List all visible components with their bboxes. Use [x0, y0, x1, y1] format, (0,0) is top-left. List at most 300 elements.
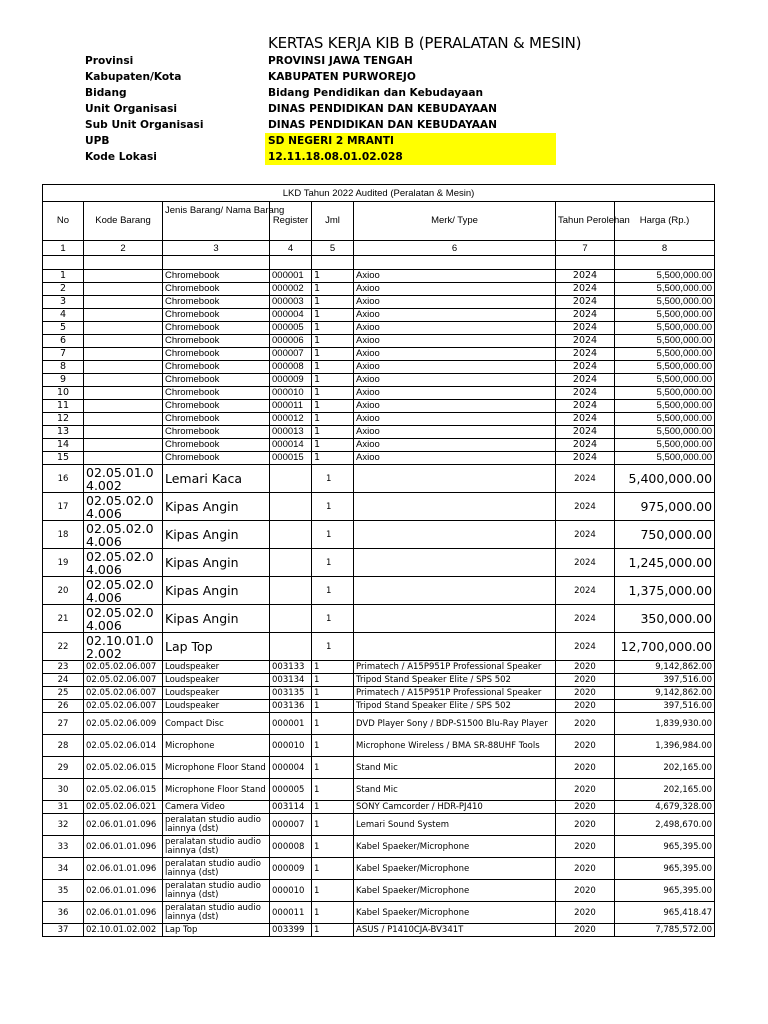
cell-jml: 1: [312, 283, 354, 296]
table-row: [43, 270, 715, 283]
cell-kode-barang: [84, 322, 163, 335]
cell-kode-barang: 02.06.01.01.096: [84, 814, 163, 836]
cell-kode-barang: [84, 426, 163, 439]
header-jenis-barang: Jenis Barang/ Nama Barang: [163, 202, 270, 241]
cell-merk-type: Kabel Spaeker/Microphone: [354, 902, 556, 924]
cell-kode-barang: [84, 452, 163, 465]
cell-register: 000003: [270, 296, 312, 309]
table-row: [43, 633, 715, 661]
cell-jml: 1: [312, 309, 354, 322]
cell-harga: 1,839,930.00: [615, 713, 715, 735]
cell-jenis-barang: Chromebook: [163, 413, 270, 426]
cell-jml: 1: [312, 296, 354, 309]
cell-no: 3: [43, 296, 84, 309]
cell-tahun: 2024: [556, 361, 615, 374]
col-number: 8: [615, 241, 715, 256]
cell-kode-barang: [84, 387, 163, 400]
table-row: [43, 283, 715, 296]
blank-row: [43, 256, 715, 270]
cell-register: 000010: [270, 387, 312, 400]
cell-jenis-barang: Chromebook: [163, 374, 270, 387]
cell-jenis-barang: Chromebook: [163, 400, 270, 413]
table-row: [43, 549, 715, 577]
cell-kode-barang: 02.05.02.06.007: [84, 687, 163, 700]
cell-no: 8: [43, 361, 84, 374]
cell-register: 000015: [270, 452, 312, 465]
cell-tahun: 2024: [556, 296, 615, 309]
cell-tahun: 2024: [556, 605, 615, 633]
cell-harga: 965,395.00: [615, 880, 715, 902]
cell-jenis-barang: Chromebook: [163, 322, 270, 335]
cell-merk-type: Stand Mic: [354, 757, 556, 779]
cell-jenis-barang: Kipas Angin: [163, 493, 270, 521]
cell-jml: 1: [312, 924, 354, 937]
header-register: Register: [270, 202, 312, 241]
meta-row: [0, 101, 768, 117]
meta-value: KABUPATEN PURWOREJO: [268, 71, 416, 83]
cell-merk-type: Axioo: [354, 413, 556, 426]
cell-no: 4: [43, 309, 84, 322]
cell-jml: 1: [312, 674, 354, 687]
cell-kode-barang: 02.05.02.06.015: [84, 779, 163, 801]
cell-no: 21: [43, 605, 84, 633]
cell-harga: 1,245,000.00: [615, 549, 715, 577]
cell-jml: 1: [312, 439, 354, 452]
cell-jenis-barang: Lap Top: [163, 633, 270, 661]
cell-register: 000004: [270, 309, 312, 322]
cell-register: 000007: [270, 348, 312, 361]
table-row: [43, 577, 715, 605]
cell-kode-barang: 02.06.01.01.096: [84, 858, 163, 880]
cell-harga: 12,700,000.00: [615, 633, 715, 661]
header-no: No: [43, 202, 84, 241]
cell-jenis-barang: Chromebook: [163, 348, 270, 361]
cell-no: 30: [43, 779, 84, 801]
table-row: [43, 465, 715, 493]
cell-kode-barang: 02.06.01.01.096: [84, 880, 163, 902]
cell-harga: 965,395.00: [615, 836, 715, 858]
cell-harga: 1,396,984.00: [615, 735, 715, 757]
cell-no: 5: [43, 322, 84, 335]
cell-register: 000005: [270, 779, 312, 801]
cell-jenis-barang: peralatan studio audio lainnya (dst): [163, 902, 270, 924]
col-number: 4: [270, 241, 312, 256]
cell-jenis-barang: Lap Top: [163, 924, 270, 937]
table-row: [43, 779, 715, 801]
cell-tahun: 2024: [556, 322, 615, 335]
cell-harga: 5,500,000.00: [615, 309, 715, 322]
cell-tahun: 2024: [556, 521, 615, 549]
cell-kode-barang: 02.05.02.06.014: [84, 735, 163, 757]
cell-register: 003114: [270, 801, 312, 814]
cell-merk-type: Axioo: [354, 283, 556, 296]
cell-register: 000001: [270, 270, 312, 283]
cell-merk-type: Axioo: [354, 322, 556, 335]
cell-harga: 975,000.00: [615, 493, 715, 521]
table-row: [43, 836, 715, 858]
cell-tahun: 2024: [556, 335, 615, 348]
cell-jml: 1: [312, 687, 354, 700]
cell-merk-type: [354, 633, 556, 661]
cell-jenis-barang: Chromebook: [163, 335, 270, 348]
cell-register: 003136: [270, 700, 312, 713]
table-row: [43, 858, 715, 880]
cell-kode-barang: 02.10.01.02.002: [84, 633, 163, 661]
cell-no: 28: [43, 735, 84, 757]
cell-no: 1: [43, 270, 84, 283]
cell-harga: 202,165.00: [615, 779, 715, 801]
cell-merk-type: [354, 605, 556, 633]
cell-register: 000011: [270, 400, 312, 413]
meta-value: SD NEGERI 2 MRANTI: [265, 133, 556, 149]
cell-jml: 1: [312, 322, 354, 335]
cell-merk-type: Microphone Wireless / BMA SR-88UHF Tools: [354, 735, 556, 757]
cell-no: 7: [43, 348, 84, 361]
table-row: [43, 814, 715, 836]
cell-register: 000007: [270, 814, 312, 836]
cell-tahun: 2024: [556, 400, 615, 413]
cell-tahun: 2020: [556, 814, 615, 836]
cell-harga: 965,418.47: [615, 902, 715, 924]
cell-tahun: 2020: [556, 880, 615, 902]
cell-harga: 5,500,000.00: [615, 322, 715, 335]
cell-no: 14: [43, 439, 84, 452]
cell-jenis-barang: Camera Video: [163, 801, 270, 814]
cell-jml: 1: [312, 713, 354, 735]
cell-tahun: 2024: [556, 577, 615, 605]
cell-tahun: 2020: [556, 687, 615, 700]
meta-label: Unit Organisasi: [85, 103, 178, 115]
cell-jenis-barang: Microphone: [163, 735, 270, 757]
cell-kode-barang: 02.05.02.06.007: [84, 700, 163, 713]
cell-no: 13: [43, 426, 84, 439]
cell-register: 003134: [270, 674, 312, 687]
cell-merk-type: DVD Player Sony / BDP-S1500 Blu-Ray Player: [354, 713, 556, 735]
table-row: [43, 924, 715, 937]
cell-jml: 1: [312, 493, 354, 521]
table-row: [43, 452, 715, 465]
cell-jml: 1: [312, 521, 354, 549]
table-row: [43, 902, 715, 924]
cell-merk-type: Tripod Stand Speaker Elite / SPS 502: [354, 700, 556, 713]
cell-no: 19: [43, 549, 84, 577]
cell-jml: 1: [312, 661, 354, 674]
cell-jml: 1: [312, 735, 354, 757]
cell-kode-barang: 02.05.02.04.006: [84, 577, 163, 605]
meta-value: DINAS PENDIDIKAN DAN KEBUDAYAAN: [268, 119, 497, 131]
cell-no: 26: [43, 700, 84, 713]
cell-register: 000008: [270, 836, 312, 858]
cell-merk-type: Axioo: [354, 387, 556, 400]
cell-harga: 5,500,000.00: [615, 413, 715, 426]
column-number-row: [43, 241, 715, 256]
cell-merk-type: Axioo: [354, 439, 556, 452]
cell-merk-type: [354, 493, 556, 521]
cell-tahun: 2024: [556, 283, 615, 296]
cell-register: 000009: [270, 858, 312, 880]
cell-no: 27: [43, 713, 84, 735]
cell-register: 000009: [270, 374, 312, 387]
cell-register: [270, 549, 312, 577]
cell-kode-barang: 02.05.02.04.006: [84, 493, 163, 521]
cell-jenis-barang: Loudspeaker: [163, 661, 270, 674]
cell-tahun: 2024: [556, 270, 615, 283]
cell-register: [270, 521, 312, 549]
cell-register: 003399: [270, 924, 312, 937]
cell-jml: 1: [312, 880, 354, 902]
cell-harga: 5,500,000.00: [615, 426, 715, 439]
cell-no: 36: [43, 902, 84, 924]
cell-harga: 5,500,000.00: [615, 296, 715, 309]
cell-harga: 5,500,000.00: [615, 270, 715, 283]
cell-merk-type: Axioo: [354, 270, 556, 283]
cell-jenis-barang: Chromebook: [163, 283, 270, 296]
cell-register: 000005: [270, 322, 312, 335]
cell-jenis-barang: Microphone Floor Stand: [163, 779, 270, 801]
cell-harga: 397,516.00: [615, 700, 715, 713]
cell-harga: 202,165.00: [615, 757, 715, 779]
cell-jenis-barang: peralatan studio audio lainnya (dst): [163, 880, 270, 902]
meta-row: [0, 149, 768, 165]
cell-tahun: 2024: [556, 348, 615, 361]
cell-jenis-barang: Kipas Angin: [163, 577, 270, 605]
cell-no: 35: [43, 880, 84, 902]
cell-register: 000012: [270, 413, 312, 426]
cell-harga: 5,500,000.00: [615, 387, 715, 400]
cell-kode-barang: [84, 361, 163, 374]
header-jml: Jml: [312, 202, 354, 241]
table-row: [43, 426, 715, 439]
col-number: 2: [84, 241, 163, 256]
cell-register: 003135: [270, 687, 312, 700]
cell-jenis-barang: Chromebook: [163, 439, 270, 452]
cell-tahun: 2024: [556, 387, 615, 400]
cell-jml: 1: [312, 814, 354, 836]
cell-merk-type: [354, 465, 556, 493]
cell-tahun: 2020: [556, 757, 615, 779]
cell-jenis-barang: Chromebook: [163, 296, 270, 309]
cell-jml: 1: [312, 757, 354, 779]
meta-value: 12.11.18.08.01.02.028: [265, 149, 556, 165]
cell-jml: 1: [312, 361, 354, 374]
cell-no: 2: [43, 283, 84, 296]
cell-tahun: 2020: [556, 661, 615, 674]
cell-jml: 1: [312, 452, 354, 465]
meta-label: Kode Lokasi: [85, 151, 157, 163]
cell-jml: 1: [312, 400, 354, 413]
meta-row: [0, 117, 768, 133]
cell-merk-type: [354, 521, 556, 549]
cell-no: 25: [43, 687, 84, 700]
cell-harga: 4,679,328.00: [615, 801, 715, 814]
cell-kode-barang: 02.05.01.04.002: [84, 465, 163, 493]
cell-tahun: 2020: [556, 836, 615, 858]
table-row: [43, 322, 715, 335]
cell-jml: 1: [312, 700, 354, 713]
col-number: 7: [556, 241, 615, 256]
cell-register: 000004: [270, 757, 312, 779]
cell-register: 000002: [270, 283, 312, 296]
kib-table: [42, 184, 715, 937]
cell-merk-type: ASUS / P1410CJA-BV341T: [354, 924, 556, 937]
cell-tahun: 2024: [556, 549, 615, 577]
cell-harga: 9,142,862.00: [615, 661, 715, 674]
table-row: [43, 309, 715, 322]
cell-merk-type: [354, 549, 556, 577]
cell-kode-barang: [84, 439, 163, 452]
cell-no: 37: [43, 924, 84, 937]
cell-kode-barang: [84, 283, 163, 296]
cell-kode-barang: [84, 335, 163, 348]
cell-merk-type: Stand Mic: [354, 779, 556, 801]
cell-merk-type: Axioo: [354, 426, 556, 439]
cell-register: [270, 633, 312, 661]
document-title: KERTAS KERJA KIB B (PERALATAN & MESIN): [268, 34, 582, 52]
cell-kode-barang: 02.05.02.06.007: [84, 661, 163, 674]
cell-tahun: 2024: [556, 465, 615, 493]
table-row: [43, 439, 715, 452]
cell-jenis-barang: Chromebook: [163, 270, 270, 283]
cell-tahun: 2020: [556, 779, 615, 801]
cell-tahun: 2024: [556, 374, 615, 387]
cell-merk-type: Axioo: [354, 309, 556, 322]
cell-jml: 1: [312, 779, 354, 801]
table-row: [43, 757, 715, 779]
cell-no: 9: [43, 374, 84, 387]
cell-jml: 1: [312, 549, 354, 577]
cell-no: 23: [43, 661, 84, 674]
table-row: [43, 400, 715, 413]
header-harga: Harga (Rp.): [615, 202, 715, 241]
table-row: [43, 687, 715, 700]
header-tahun-perolehan: Tahun Perolehan: [556, 202, 615, 241]
cell-tahun: 2020: [556, 674, 615, 687]
cell-no: 32: [43, 814, 84, 836]
table-row: [43, 713, 715, 735]
cell-merk-type: Kabel Spaeker/Microphone: [354, 836, 556, 858]
cell-register: 000011: [270, 902, 312, 924]
col-number: 3: [163, 241, 270, 256]
cell-kode-barang: 02.05.02.04.006: [84, 521, 163, 549]
col-number: 5: [312, 241, 354, 256]
cell-jenis-barang: Compact Disc: [163, 713, 270, 735]
table-row: [43, 801, 715, 814]
header-row: [43, 202, 715, 241]
cell-jml: 1: [312, 387, 354, 400]
cell-jenis-barang: Kipas Angin: [163, 549, 270, 577]
meta-label: Provinsi: [85, 55, 134, 67]
meta-row: [0, 133, 768, 149]
cell-kode-barang: 02.05.02.06.007: [84, 674, 163, 687]
cell-no: 10: [43, 387, 84, 400]
table-row: [43, 674, 715, 687]
table-row: [43, 348, 715, 361]
meta-label: UPB: [85, 135, 110, 147]
header-merk-type: Merk/ Type: [354, 202, 556, 241]
cell-jml: 1: [312, 801, 354, 814]
cell-merk-type: Primatech / A15P951P Professional Speaker: [354, 687, 556, 700]
cell-harga: 1,375,000.00: [615, 577, 715, 605]
cell-no: 31: [43, 801, 84, 814]
cell-harga: 5,500,000.00: [615, 283, 715, 296]
cell-jml: 1: [312, 270, 354, 283]
cell-jml: 1: [312, 633, 354, 661]
cell-no: 18: [43, 521, 84, 549]
cell-harga: 350,000.00: [615, 605, 715, 633]
cell-kode-barang: [84, 309, 163, 322]
cell-jml: 1: [312, 577, 354, 605]
cell-jml: 1: [312, 836, 354, 858]
cell-tahun: 2020: [556, 858, 615, 880]
cell-no: 34: [43, 858, 84, 880]
cell-tahun: 2024: [556, 439, 615, 452]
header-kode-barang: Kode Barang: [84, 202, 163, 241]
cell-no: 11: [43, 400, 84, 413]
cell-jml: 1: [312, 413, 354, 426]
meta-row: [0, 69, 768, 85]
cell-no: 16: [43, 465, 84, 493]
cell-merk-type: Axioo: [354, 335, 556, 348]
cell-register: 000006: [270, 335, 312, 348]
cell-jenis-barang: Chromebook: [163, 309, 270, 322]
cell-tahun: 2024: [556, 493, 615, 521]
cell-harga: 5,500,000.00: [615, 335, 715, 348]
cell-no: 29: [43, 757, 84, 779]
cell-jml: 1: [312, 335, 354, 348]
cell-harga: 5,500,000.00: [615, 361, 715, 374]
meta-value: Bidang Pendidikan dan Kebudayaan: [268, 87, 484, 99]
cell-jenis-barang: Lemari Kaca: [163, 465, 270, 493]
cell-register: [270, 577, 312, 605]
cell-jenis-barang: Loudspeaker: [163, 674, 270, 687]
cell-harga: 7,785,572.00: [615, 924, 715, 937]
cell-harga: 5,500,000.00: [615, 374, 715, 387]
cell-no: 20: [43, 577, 84, 605]
cell-tahun: 2020: [556, 700, 615, 713]
cell-register: 003133: [270, 661, 312, 674]
cell-harga: 750,000.00: [615, 521, 715, 549]
table-row: [43, 493, 715, 521]
cell-kode-barang: [84, 400, 163, 413]
cell-tahun: 2024: [556, 426, 615, 439]
cell-harga: 5,500,000.00: [615, 439, 715, 452]
cell-kode-barang: 02.10.01.02.002: [84, 924, 163, 937]
cell-no: 12: [43, 413, 84, 426]
cell-jenis-barang: peralatan studio audio lainnya (dst): [163, 814, 270, 836]
table-row: [43, 605, 715, 633]
cell-harga: 9,142,862.00: [615, 687, 715, 700]
cell-kode-barang: 02.05.02.04.006: [84, 605, 163, 633]
cell-register: 000013: [270, 426, 312, 439]
cell-no: 22: [43, 633, 84, 661]
cell-jenis-barang: Kipas Angin: [163, 521, 270, 549]
meta-value: DINAS PENDIDIKAN DAN KEBUDAYAAN: [268, 103, 497, 115]
table-body: [43, 270, 715, 937]
cell-no: 24: [43, 674, 84, 687]
cell-tahun: 2020: [556, 713, 615, 735]
cell-kode-barang: 02.06.01.01.096: [84, 902, 163, 924]
cell-register: 000008: [270, 361, 312, 374]
cell-no: 6: [43, 335, 84, 348]
cell-jml: 1: [312, 426, 354, 439]
col-number: 1: [43, 241, 84, 256]
meta-row: [0, 85, 768, 101]
cell-no: 15: [43, 452, 84, 465]
cell-harga: 397,516.00: [615, 674, 715, 687]
table-row: [43, 387, 715, 400]
cell-kode-barang: 02.05.02.06.021: [84, 801, 163, 814]
cell-harga: 2,498,670.00: [615, 814, 715, 836]
